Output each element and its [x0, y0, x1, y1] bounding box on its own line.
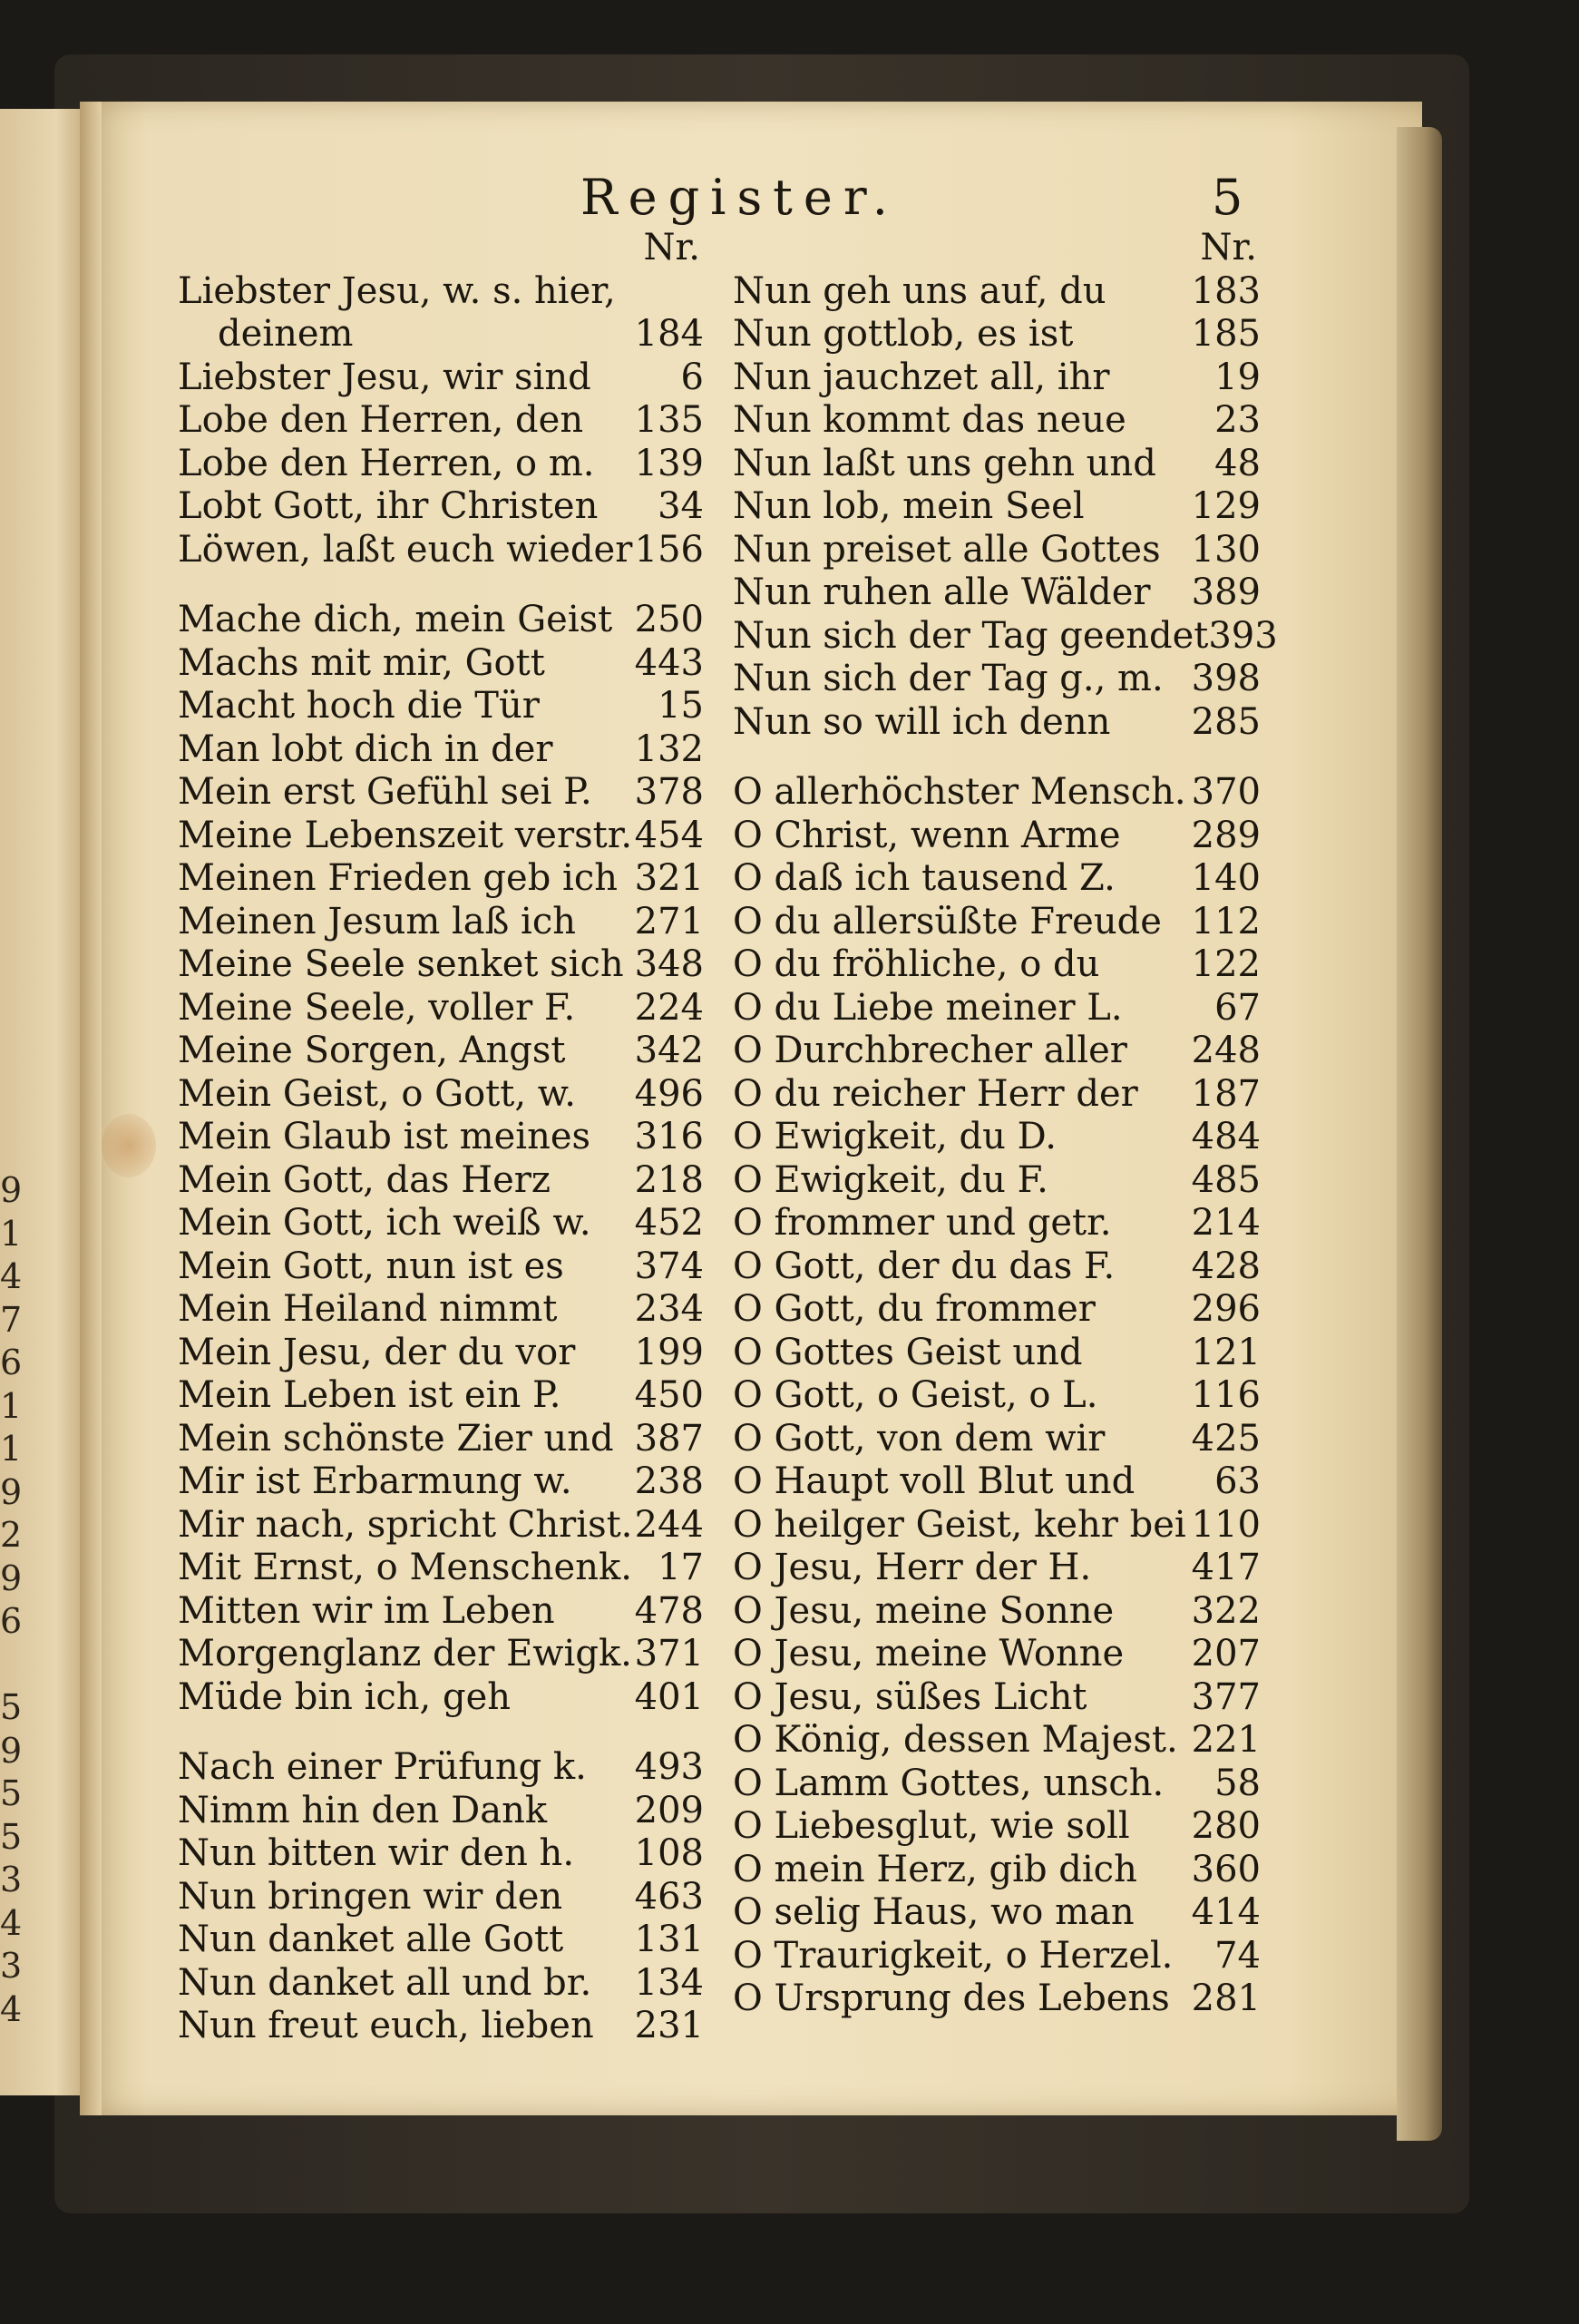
entry-title: Mein Leben ist ein P. [178, 1374, 561, 1416]
entry-number: 289 [1191, 814, 1261, 856]
entry-title: O du Liebe meiner L. [733, 986, 1123, 1029]
entry-title: O Durchbrecher aller [733, 1030, 1127, 1071]
register-entry [178, 443, 704, 486]
entry-number: 184 [634, 313, 704, 355]
previous-page-digit: 4 [0, 1256, 23, 1296]
entry-number: 377 [1191, 1675, 1261, 1718]
previous-page-digit: 9 [0, 1471, 23, 1512]
entry-title: O Christ, wenn Arme [733, 814, 1121, 856]
register-entry [178, 642, 704, 686]
entry-number: 185 [1191, 313, 1261, 355]
register-entry [733, 1460, 1261, 1504]
entry-title: O Jesu, meine Sonne [733, 1589, 1115, 1632]
entry-number: 496 [634, 1072, 704, 1115]
register-entry [733, 1288, 1261, 1332]
entry-number: 6 [680, 356, 704, 398]
register-entry [178, 1676, 704, 1720]
previous-page-digit: 5 [0, 1773, 23, 1813]
register-column-right [733, 227, 1278, 2021]
entry-title: O Gottes Geist und [733, 1331, 1083, 1373]
entry-number: 15 [658, 685, 704, 727]
register-entry [178, 1876, 704, 1919]
entry-title: Nun jauchzet all, ihr [733, 356, 1110, 398]
previous-page-digit: 9 [0, 1557, 23, 1598]
register-entry [733, 943, 1261, 987]
register-entry [733, 1633, 1261, 1676]
entry-number: 485 [1191, 1158, 1261, 1201]
previous-page-digit: 6 [0, 1601, 23, 1641]
entry-number: 221 [1191, 1719, 1261, 1761]
previous-page-digit: 6 [0, 1343, 23, 1382]
entry-title: O Jesu, meine Wonne [733, 1633, 1125, 1675]
register-entry [178, 1116, 704, 1159]
register-entry [733, 658, 1261, 701]
register-entry [178, 1962, 704, 2006]
entry-title: Mein Gott, ich weiß w. [178, 1202, 591, 1244]
entry-number: 132 [634, 727, 704, 770]
paper-stain [102, 1114, 156, 1177]
entry-number: 140 [1191, 857, 1261, 899]
entry-number: 183 [1191, 269, 1261, 312]
previous-page-digit: 7 [0, 1299, 23, 1340]
register-entry [178, 1460, 704, 1504]
entry-title: Nun ruhen alle Wälder [733, 571, 1151, 613]
entry-number: 121 [1191, 1331, 1261, 1373]
register-entry [178, 1919, 704, 1962]
nr-column-header: Nr. [1200, 227, 1257, 269]
register-entry [178, 313, 704, 356]
register-entry [733, 1547, 1261, 1590]
register-entry [178, 1547, 704, 1590]
entry-number: 116 [1191, 1374, 1261, 1416]
entry-title: O frommer und getr. [733, 1202, 1112, 1244]
entry-title: Mein Glaub ist meines [178, 1116, 591, 1157]
entry-title: Machs mit mir, Gott [178, 641, 545, 684]
register-entry [733, 1418, 1261, 1461]
entry-number: 417 [1191, 1547, 1261, 1588]
entry-title: O Lamm Gottes, unsch. [733, 1762, 1165, 1804]
register-entry [178, 529, 704, 572]
entry-title: Nun kommt das neue [733, 399, 1126, 441]
entry-number [637, 270, 704, 314]
entry-title: O Liebesglut, wie soll [733, 1805, 1130, 1847]
entry-title: O heilger Geist, kehr bei [733, 1503, 1186, 1546]
entry-number: 348 [634, 943, 704, 985]
entry-title: Mein Gott, nun ist es [178, 1245, 564, 1287]
entry-title: Meine Seele senket sich [178, 943, 624, 985]
entry-title: O Haupt voll Blut und [733, 1460, 1136, 1502]
register-entry [178, 685, 704, 728]
register-entry [178, 2005, 704, 2048]
entry-number: 112 [1191, 900, 1261, 942]
entry-title: O Gott, der du das F. [733, 1245, 1116, 1287]
register-entry [178, 1073, 704, 1117]
entry-number: 401 [634, 1675, 704, 1718]
entry-title: Mein schönste Zier und [178, 1417, 614, 1460]
entry-title: Müde bin ich, geh [178, 1675, 512, 1718]
register-entry [733, 1977, 1261, 2021]
register-entry [733, 443, 1261, 486]
entry-title: O du fröhliche, o du [733, 943, 1100, 985]
entry-title: Meinen Jesum laß ich [178, 900, 577, 942]
entry-title: Mein Heiland nimmt [178, 1288, 558, 1330]
entry-title: O Gott, von dem wir [733, 1417, 1106, 1460]
register-entry [178, 943, 704, 987]
entry-title: Macht hoch die Tür [178, 685, 540, 727]
entry-number: 452 [634, 1202, 704, 1244]
entry-title: Nun sich der Tag g., m. [733, 658, 1164, 699]
entry-number: 214 [1191, 1202, 1261, 1244]
entry-number: 67 [1214, 986, 1261, 1029]
previous-page-digit: 5 [0, 1687, 23, 1727]
previous-page-digit: 5 [0, 1816, 23, 1857]
entry-title: Mir nach, spricht Christ. [178, 1503, 633, 1546]
entry-number: 322 [1191, 1589, 1261, 1632]
entry-number: 387 [634, 1417, 704, 1460]
entry-number: 484 [1191, 1116, 1261, 1157]
entry-number: 370 [1191, 771, 1261, 813]
register-entry [733, 1374, 1261, 1418]
entry-number: 281 [1191, 1977, 1261, 2019]
previous-page-digit: 1 [0, 1213, 23, 1254]
entry-number: 425 [1191, 1417, 1261, 1460]
entry-number: 250 [634, 599, 704, 640]
entry-title: Mein Jesu, der du vor [178, 1331, 576, 1373]
entry-title: Nun bringen wir den [178, 1875, 563, 1918]
register-entry [733, 901, 1261, 944]
register-entry [733, 857, 1261, 901]
register-entry [733, 1159, 1261, 1203]
entry-number: 414 [1191, 1891, 1261, 1933]
register-entry [178, 399, 704, 443]
group-spacer [733, 744, 1261, 771]
register-entry [733, 1891, 1261, 1935]
entry-title: Nun bitten wir den h. [178, 1832, 575, 1874]
entry-number: 454 [634, 814, 704, 856]
previous-page-digit: 1 [0, 1385, 23, 1426]
register-entry [178, 1418, 704, 1461]
entry-title: Man lobt dich in der [178, 727, 553, 770]
entry-title: Lobe den Herren, o m. [178, 442, 595, 484]
entry-number: 130 [1191, 528, 1261, 571]
page-gutter [80, 102, 102, 2115]
register-entry [178, 1374, 704, 1418]
register-entry [178, 987, 704, 1030]
entry-number: 280 [1191, 1805, 1261, 1847]
register-entry [733, 1332, 1261, 1375]
entry-title: Nun sich der Tag geendet [733, 614, 1209, 657]
entry-title: Morgenglanz der Ewigk. [178, 1633, 632, 1675]
page-title: Register. [580, 169, 899, 226]
entry-number: 248 [1191, 1030, 1261, 1071]
register-entry [733, 1590, 1261, 1634]
register-entry [733, 1245, 1261, 1289]
register-entry [178, 1159, 704, 1203]
entry-number: 122 [1191, 943, 1261, 985]
entry-number: 244 [634, 1503, 704, 1546]
register-entry [733, 356, 1261, 400]
register-column-left [178, 227, 704, 2048]
register-entry [178, 1832, 704, 1876]
entry-number: 316 [634, 1116, 704, 1157]
register-entry [733, 571, 1261, 615]
register-entry [733, 1805, 1261, 1849]
register-entry [178, 1245, 704, 1289]
entry-number: 296 [1191, 1288, 1261, 1330]
register-entry [178, 1590, 704, 1634]
entry-number: 19 [1214, 356, 1261, 398]
previous-page-digit: 9 [0, 1170, 23, 1210]
entry-number: 428 [1191, 1245, 1261, 1287]
register-entry [178, 599, 704, 642]
register-entry [733, 529, 1261, 572]
entry-number: 321 [634, 857, 704, 899]
entry-title: O Traurigkeit, o Herzel. [733, 1934, 1174, 1977]
register-entry [733, 701, 1261, 745]
register-entry [178, 485, 704, 529]
entry-title: Mein erst Gefühl sei P. [178, 771, 592, 813]
entry-title: O du reicher Herr der [733, 1072, 1138, 1115]
entry-number: 23 [1214, 399, 1261, 441]
register-entry [733, 1719, 1261, 1763]
entry-number: 218 [634, 1158, 704, 1201]
entry-title: Mir ist Erbarmung w. [178, 1460, 572, 1502]
entry-title: O Ewigkeit, du F. [733, 1158, 1048, 1201]
register-entry [178, 1633, 704, 1676]
entry-title: O du allersüßte Freude [733, 900, 1162, 942]
entry-title: Liebster Jesu, w. s. hier, [178, 269, 616, 312]
register-entry [178, 1288, 704, 1332]
entry-number: 131 [634, 1919, 704, 1960]
entry-title: O daß ich tausend Z. [733, 857, 1116, 899]
register-entry [733, 614, 1278, 659]
register-entry [733, 1030, 1261, 1073]
entry-number: 371 [634, 1633, 704, 1675]
entry-title: O Ewigkeit, du D. [733, 1116, 1057, 1157]
entry-number: 48 [1214, 442, 1261, 484]
group-spacer [178, 1719, 704, 1746]
entry-number: 231 [634, 2005, 704, 2046]
group-spacer [178, 571, 704, 599]
register-entry [178, 901, 704, 944]
entry-title: Liebster Jesu, wir sind [178, 356, 591, 398]
entry-number: 271 [634, 900, 704, 942]
entry-number: 478 [634, 1589, 704, 1632]
entry-title: Nun danket all und br. [178, 1961, 592, 2004]
entry-title: Meine Lebenszeit verstr. [178, 814, 633, 856]
entry-title: Löwen, laßt euch wieder [178, 528, 633, 571]
entry-title: Nun danket alle Gott [178, 1919, 564, 1960]
entry-number: 493 [634, 1746, 704, 1788]
entry-number: 135 [634, 399, 704, 441]
entry-title: O selig Haus, wo man [733, 1891, 1135, 1933]
entry-title: Nun lob, mein Seel [733, 485, 1085, 527]
entry-number: 187 [1191, 1072, 1261, 1115]
entry-title: O Jesu, Herr der H. [733, 1547, 1092, 1588]
register-entry [178, 857, 704, 901]
entry-number: 207 [1191, 1633, 1261, 1675]
entry-number: 139 [634, 442, 704, 484]
entry-number: 17 [658, 1547, 704, 1588]
register-entry [178, 1202, 704, 1245]
register-entry [733, 399, 1261, 443]
register-entry [733, 1202, 1261, 1245]
entry-title: O allerhöchster Mensch. [733, 771, 1186, 813]
nr-column-header: Nr. [643, 227, 700, 269]
previous-page-edge [0, 109, 80, 2095]
entry-title: Meinen Frieden geb ich [178, 857, 618, 899]
previous-page-digit: 2 [0, 1515, 23, 1555]
entry-title: Mein Geist, o Gott, w. [178, 1072, 576, 1115]
entry-title: O mein Herz, gib dich [733, 1848, 1137, 1890]
entry-number: 58 [1214, 1762, 1261, 1804]
entry-title: O Jesu, süßes Licht [733, 1675, 1087, 1718]
entry-number: 224 [634, 986, 704, 1029]
entry-number: 398 [1191, 658, 1261, 699]
entry-number: 374 [634, 1245, 704, 1287]
entry-title: Nun laßt uns gehn und [733, 442, 1156, 484]
entry-title: Mitten wir im Leben [178, 1589, 555, 1632]
entry-title: Lobe den Herren, den [178, 399, 584, 441]
register-entry [733, 1849, 1261, 1892]
entry-title: Lobt Gott, ihr Christen [178, 485, 599, 527]
entry-number: 134 [634, 1961, 704, 2004]
register-entry [178, 1030, 704, 1073]
entry-title: Meine Sorgen, Angst [178, 1030, 566, 1071]
entry-title: Nun freut euch, lieben [178, 2005, 594, 2046]
register-entry [178, 1790, 704, 1833]
entry-number: 108 [634, 1832, 704, 1874]
entry-number: 209 [634, 1789, 704, 1831]
page-edge [1397, 127, 1442, 2141]
register-entry [178, 1746, 704, 1790]
entry-title: Nimm hin den Dank [178, 1789, 548, 1831]
register-entry [733, 270, 1261, 314]
entry-title: Mit Ernst, o Menschenk. [178, 1547, 632, 1588]
register-entry [178, 815, 704, 858]
previous-page-digit: 4 [0, 1902, 23, 1943]
entry-number: 234 [634, 1288, 704, 1330]
register-entry [178, 356, 704, 400]
register-entry [733, 771, 1261, 815]
entry-number: 63 [1214, 1460, 1261, 1502]
entry-number: 156 [634, 528, 704, 571]
entry-number: 285 [1191, 700, 1261, 743]
entry-title: O Gott, du frommer [733, 1288, 1096, 1330]
register-entry [733, 485, 1261, 529]
entry-number: 360 [1191, 1848, 1261, 1890]
entry-title: Nun preiset alle Gottes [733, 528, 1161, 571]
register-entry [733, 1676, 1261, 1720]
entry-number: 463 [634, 1875, 704, 1918]
register-entry [733, 1073, 1261, 1117]
previous-page-digit: 3 [0, 1946, 23, 1986]
entry-number: 199 [634, 1331, 704, 1373]
register-entry [733, 1504, 1261, 1548]
entry-number: 129 [1191, 485, 1261, 527]
entry-title: O Gott, o Geist, o L. [733, 1374, 1098, 1416]
entry-number: 110 [1191, 1503, 1261, 1546]
register-entry [178, 728, 704, 772]
previous-page-digit: 3 [0, 1860, 23, 1899]
previous-page-digit: 1 [0, 1429, 23, 1469]
entry-number: 450 [634, 1374, 704, 1416]
entry-number: 443 [634, 641, 704, 684]
entry-title: Nach einer Prüfung k. [178, 1746, 587, 1788]
entry-number: 378 [634, 771, 704, 813]
entry-number: 238 [634, 1460, 704, 1502]
register-entry [733, 1935, 1261, 1978]
entry-title: Mache dich, mein Geist [178, 599, 613, 640]
previous-page-digit: 4 [0, 1988, 23, 2029]
entry-title: Mein Gott, das Herz [178, 1158, 551, 1201]
register-entry [178, 1504, 704, 1548]
register-entry [733, 815, 1261, 858]
entry-number: 389 [1191, 571, 1261, 613]
entry-number: 342 [634, 1030, 704, 1071]
register-entry [733, 1763, 1261, 1806]
entry-number: 74 [1214, 1934, 1261, 1977]
register-entry [178, 270, 704, 314]
entry-title: deinem [218, 313, 354, 355]
entry-title: O Ursprung des Lebens [733, 1977, 1170, 2019]
entry-number: 393 [1208, 614, 1278, 657]
register-entry [733, 1116, 1261, 1159]
entry-title: Nun so will ich denn [733, 700, 1111, 743]
register-entry [733, 313, 1261, 356]
entry-title: Nun gottlob, es ist [733, 313, 1074, 355]
entry-title: O König, dessen Majest. [733, 1719, 1178, 1761]
register-entry [178, 771, 704, 815]
entry-number: 34 [658, 485, 704, 527]
page-number: 5 [1212, 169, 1243, 226]
entry-title: Nun geh uns auf, du [733, 269, 1106, 312]
register-entry [733, 987, 1261, 1030]
entry-title: Meine Seele, voller F. [178, 986, 576, 1029]
register-entry [178, 1332, 704, 1375]
previous-page-digit: 9 [0, 1730, 23, 1771]
